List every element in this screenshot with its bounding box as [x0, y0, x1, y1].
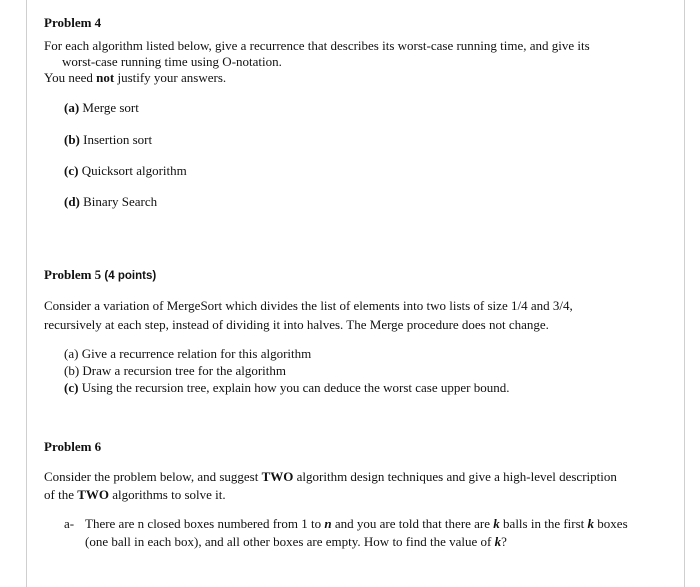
var-k: k: [493, 516, 500, 531]
item-text: Merge sort: [82, 100, 139, 115]
text-run: of the: [44, 487, 78, 502]
item-text: Insertion sort: [83, 132, 153, 147]
note-pre: You need: [44, 70, 97, 85]
text-run: algorithms to solve it.: [109, 487, 226, 502]
item-text: Binary Search: [83, 194, 158, 209]
problem-5-text-line1: Consider a variation of MergeSort which divides the list of elements into two lists of size 1/4 and 3/4,: [44, 298, 573, 313]
text-run: balls in the first: [499, 516, 588, 531]
page-left-edge: [26, 0, 27, 587]
text-run: Consider the problem below, and suggest: [44, 469, 262, 484]
var-k: k: [494, 534, 502, 549]
item-label: (c): [64, 380, 79, 395]
item-label: (a): [64, 100, 80, 115]
var-k: k: [587, 516, 595, 531]
text-run: and you are told that there are: [331, 516, 494, 531]
heading-text: Problem 5: [44, 267, 102, 282]
problem-6-text-line1: [44, 469, 617, 485]
problem-4-item-c: [64, 163, 187, 179]
text-run: ?: [501, 534, 507, 549]
text-run: algorithm design techniques and give a high-level description: [293, 469, 617, 484]
problem-4-item-a: [64, 100, 139, 116]
problem-5-item-b: [64, 363, 286, 379]
item-label: (b): [64, 132, 80, 147]
problem-6-item-label: a-: [64, 516, 75, 531]
problem-6-heading: Problem 6: [44, 439, 102, 454]
problem-4-text-line2: worst-case running time using O-notation.: [62, 54, 282, 69]
item-text: Using the recursion tree, explain how you can deduce the worst case upper bound.: [81, 380, 510, 395]
text-run: (one ball in each box), and all other boxes are empty. How to find the value of: [85, 534, 495, 549]
problem-4-note: [44, 70, 226, 86]
points-badge: (4 points): [104, 270, 157, 282]
problem-5-item-a: [64, 346, 311, 362]
item-label: (a): [64, 346, 79, 361]
item-label: (d): [64, 194, 80, 209]
problem-5-heading: [44, 267, 156, 284]
item-text: Quicksort algorithm: [81, 163, 187, 178]
note-post: justify your answers.: [114, 70, 227, 85]
problem-4-heading: Problem 4: [44, 15, 102, 30]
problem-5-text-line2: recursively at each step, instead of dividing it into halves. The Merge procedure does not change.: [44, 317, 549, 332]
item-label: (c): [64, 163, 79, 178]
text-run: boxes: [594, 516, 628, 531]
page-right-edge: [684, 0, 685, 587]
var-n: n: [324, 516, 332, 531]
problem-6-text-line2: [44, 487, 226, 503]
problem-6-item-line1: [85, 516, 628, 532]
problem-4-item-b: [64, 132, 152, 148]
problem-4-item-d: [64, 194, 157, 210]
problem-6-item-line2: [85, 534, 507, 550]
note-bold: not: [96, 70, 115, 85]
item-text: Give a recurrence relation for this algorithm: [81, 346, 312, 361]
item-label: (b): [64, 363, 80, 378]
text-run: There are n closed boxes numbered from 1 to: [85, 516, 325, 531]
problem-4-text-line1: For each algorithm listed below, give a recurrence that describes its worst-case running time, and give its: [44, 38, 590, 53]
bold-run: TWO: [261, 469, 294, 484]
bold-run: TWO: [77, 487, 110, 502]
problem-5-item-c: [64, 380, 509, 396]
item-text: Draw a recursion tree for the algorithm: [82, 363, 287, 378]
